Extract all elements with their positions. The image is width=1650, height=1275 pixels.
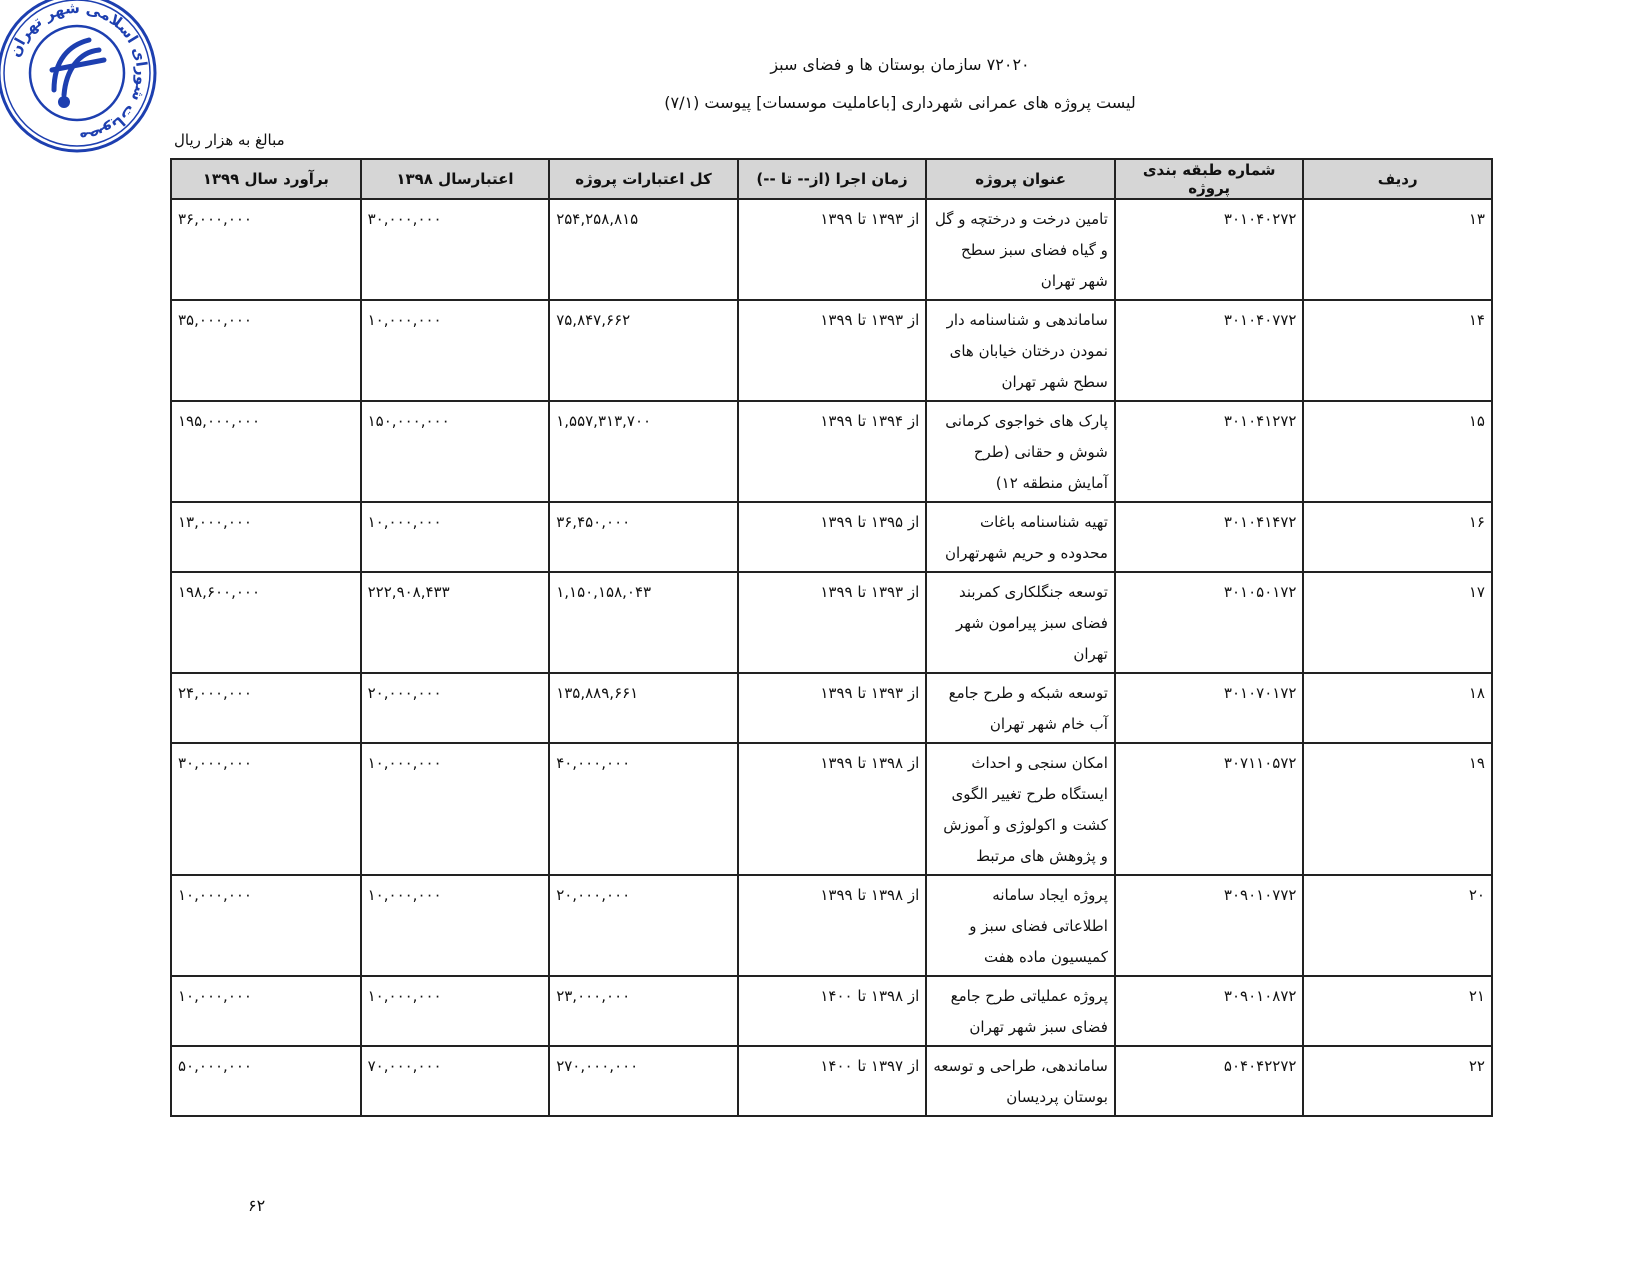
- cell-estimate-1399: ۱۹۸,۶۰۰,۰۰۰: [171, 572, 361, 673]
- cell-execution-time: از ۱۳۹۳ تا ۱۳۹۹: [738, 572, 927, 673]
- council-seal-stamp: [0, 0, 160, 156]
- cell-project-title: امکان سنجی و احداث ایستگاه طرح تغییر الگوی کشت و اکولوژی و آموزش و پژوهش های مرتبط: [926, 743, 1115, 875]
- cell-row-number: ۲۰: [1303, 875, 1492, 976]
- column-header-credit-1398: اعتبارسال ۱۳۹۸: [361, 159, 550, 199]
- cell-classification-code: ۳۰۹۰۱۰۷۷۲: [1115, 875, 1304, 976]
- cell-execution-time: از ۱۳۹۳ تا ۱۳۹۹: [738, 199, 927, 300]
- cell-row-number: ۱۳: [1303, 199, 1492, 300]
- cell-credit-1398: ۲۲۲,۹۰۸,۴۳۳: [361, 572, 550, 673]
- column-header-estimate-1399: برآورد سال ۱۳۹۹: [171, 159, 361, 199]
- cell-credit-1398: ۱۰,۰۰۰,۰۰۰: [361, 875, 550, 976]
- cell-estimate-1399: ۱۰,۰۰۰,۰۰۰: [171, 875, 361, 976]
- cell-row-number: ۱۵: [1303, 401, 1492, 502]
- cell-classification-code: ۳۰۷۱۱۰۵۷۲: [1115, 743, 1304, 875]
- projects-table: [170, 158, 1493, 1117]
- cell-total-credit: ۱۳۵,۸۸۹,۶۶۱: [549, 673, 738, 743]
- cell-classification-code: ۵۰۴۰۴۲۲۷۲: [1115, 1046, 1304, 1116]
- cell-execution-time: از ۱۳۹۳ تا ۱۳۹۹: [738, 673, 927, 743]
- cell-classification-code: ۳۰۱۰۴۱۲۷۲: [1115, 401, 1304, 502]
- cell-credit-1398: ۷۰,۰۰۰,۰۰۰: [361, 1046, 550, 1116]
- cell-classification-code: ۳۰۱۰۴۰۲۷۲: [1115, 199, 1304, 300]
- table-row: [171, 1046, 1492, 1116]
- cell-estimate-1399: ۱۰,۰۰۰,۰۰۰: [171, 976, 361, 1046]
- cell-estimate-1399: ۱۹۵,۰۰۰,۰۰۰: [171, 401, 361, 502]
- table-row: [171, 401, 1492, 502]
- cell-estimate-1399: ۲۴,۰۰۰,۰۰۰: [171, 673, 361, 743]
- cell-row-number: ۱۹: [1303, 743, 1492, 875]
- table-row: [171, 199, 1492, 300]
- cell-row-number: ۱۷: [1303, 572, 1492, 673]
- cell-total-credit: ۲۷۰,۰۰۰,۰۰۰: [549, 1046, 738, 1116]
- cell-row-number: ۱۶: [1303, 502, 1492, 572]
- cell-estimate-1399: ۱۳,۰۰۰,۰۰۰: [171, 502, 361, 572]
- cell-execution-time: از ۱۳۹۵ تا ۱۳۹۹: [738, 502, 927, 572]
- cell-project-title: توسعه جنگلکاری کمربند فضای سبز پیرامون شهر تهران: [926, 572, 1115, 673]
- cell-execution-time: از ۱۳۹۸ تا ۱۳۹۹: [738, 743, 927, 875]
- column-header-project-title: عنوان پروژه: [926, 159, 1115, 199]
- cell-total-credit: ۲۵۴,۲۵۸,۸۱۵: [549, 199, 738, 300]
- cell-estimate-1399: ۳۶,۰۰۰,۰۰۰: [171, 199, 361, 300]
- column-header-execution-time: زمان اجرا (از-- تا --): [738, 159, 927, 199]
- cell-project-title: پارک های خواجوی کرمانی شوش و حقانی (طرح آمایش منطقه ۱۲): [926, 401, 1115, 502]
- cell-execution-time: از ۱۳۹۴ تا ۱۳۹۹: [738, 401, 927, 502]
- cell-project-title: ساماندهی و شناسنامه دار نمودن درختان خیابان های سطح شهر تهران: [926, 300, 1115, 401]
- cell-credit-1398: ۱۰,۰۰۰,۰۰۰: [361, 300, 550, 401]
- table-row: [171, 572, 1492, 673]
- cell-row-number: ۲۲: [1303, 1046, 1492, 1116]
- table-header-row: [171, 159, 1492, 199]
- column-header-total-credit: کل اعتبارات پروژه: [549, 159, 738, 199]
- table-row: [171, 976, 1492, 1046]
- document-header-title: لیست پروژه های عمرانی شهرداری [باعاملیت موسسات] پیوست (۷/۱): [664, 93, 1136, 112]
- cell-row-number: ۱۴: [1303, 300, 1492, 401]
- cell-total-credit: ۲۳,۰۰۰,۰۰۰: [549, 976, 738, 1046]
- table-row: [171, 673, 1492, 743]
- column-header-row-number: ردیف: [1303, 159, 1492, 199]
- cell-classification-code: ۳۰۱۰۷۰۱۷۲: [1115, 673, 1304, 743]
- cell-execution-time: از ۱۳۹۳ تا ۱۳۹۹: [738, 300, 927, 401]
- cell-total-credit: ۳۶,۴۵۰,۰۰۰: [549, 502, 738, 572]
- table-row: [171, 875, 1492, 976]
- cell-credit-1398: ۱۰,۰۰۰,۰۰۰: [361, 976, 550, 1046]
- column-header-classification-code: شماره طبقه بندی پروژه: [1115, 159, 1304, 199]
- cell-classification-code: ۳۰۱۰۴۰۷۷۲: [1115, 300, 1304, 401]
- cell-project-title: تهیه شناسنامه باغات محدوده و حریم شهرتهران: [926, 502, 1115, 572]
- cell-total-credit: ۱,۱۵۰,۱۵۸,۰۴۳: [549, 572, 738, 673]
- cell-credit-1398: ۱۰,۰۰۰,۰۰۰: [361, 743, 550, 875]
- cell-execution-time: از ۱۳۹۷ تا ۱۴۰۰: [738, 1046, 927, 1116]
- document-header-org: ۷۲۰۲۰ سازمان بوستان ها و فضای سبز: [770, 55, 1030, 74]
- cell-total-credit: ۱,۵۵۷,۳۱۳,۷۰۰: [549, 401, 738, 502]
- cell-total-credit: ۴۰,۰۰۰,۰۰۰: [549, 743, 738, 875]
- cell-classification-code: ۳۰۹۰۱۰۸۷۲: [1115, 976, 1304, 1046]
- cell-classification-code: ۳۰۱۰۵۰۱۷۲: [1115, 572, 1304, 673]
- cell-credit-1398: ۳۰,۰۰۰,۰۰۰: [361, 199, 550, 300]
- cell-project-title: پروژه عملیاتی طرح جامع فضای سبز شهر تهران: [926, 976, 1115, 1046]
- table-row: [171, 300, 1492, 401]
- cell-estimate-1399: ۵۰,۰۰۰,۰۰۰: [171, 1046, 361, 1116]
- cell-execution-time: از ۱۳۹۸ تا ۱۳۹۹: [738, 875, 927, 976]
- cell-project-title: پروژه ایجاد سامانه اطلاعاتی فضای سبز و کمیسیون ماده هفت: [926, 875, 1115, 976]
- cell-classification-code: ۳۰۱۰۴۱۴۷۲: [1115, 502, 1304, 572]
- cell-row-number: ۲۱: [1303, 976, 1492, 1046]
- cell-project-title: توسعه شبکه و طرح جامع آب خام شهر تهران: [926, 673, 1115, 743]
- cell-credit-1398: ۱۵۰,۰۰۰,۰۰۰: [361, 401, 550, 502]
- currency-unit-note: مبالغ به هزار ریال: [174, 131, 285, 149]
- table-row: [171, 743, 1492, 875]
- cell-estimate-1399: ۳۵,۰۰۰,۰۰۰: [171, 300, 361, 401]
- svg-text:مصوبات شورای اسلامی شهر تهران: مصوبات شورای اسلامی شهر تهران: [5, 0, 152, 148]
- cell-total-credit: ۲۰,۰۰۰,۰۰۰: [549, 875, 738, 976]
- cell-project-title: تامین درخت و درختچه و گل و گیاه فضای سبز سطح شهر تهران: [926, 199, 1115, 300]
- cell-project-title: ساماندهی، طراحی و توسعه بوستان پردیسان: [926, 1046, 1115, 1116]
- cell-total-credit: ۷۵,۸۴۷,۶۶۲: [549, 300, 738, 401]
- page-number: ۶۲: [248, 1196, 266, 1215]
- cell-credit-1398: ۱۰,۰۰۰,۰۰۰: [361, 502, 550, 572]
- cell-execution-time: از ۱۳۹۸ تا ۱۴۰۰: [738, 976, 927, 1046]
- cell-row-number: ۱۸: [1303, 673, 1492, 743]
- cell-estimate-1399: ۳۰,۰۰۰,۰۰۰: [171, 743, 361, 875]
- cell-credit-1398: ۲۰,۰۰۰,۰۰۰: [361, 673, 550, 743]
- table-row: [171, 502, 1492, 572]
